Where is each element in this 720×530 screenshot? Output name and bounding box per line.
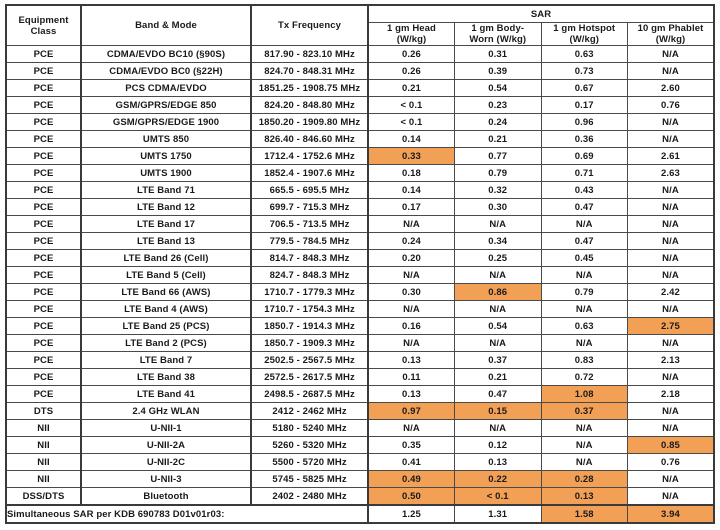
sar-phablet-value: N/A bbox=[628, 471, 715, 488]
sar-body-worn-value: N/A bbox=[455, 335, 542, 352]
sar-hotspot-value: 0.47 bbox=[541, 233, 628, 250]
band-mode-cell: CDMA/EVDO BC10 (§90S) bbox=[81, 46, 251, 63]
tx-frequency-cell: 826.40 - 846.60 MHz bbox=[251, 131, 368, 148]
band-mode-cell: UMTS 1750 bbox=[81, 148, 251, 165]
equipment-class-cell: PCE bbox=[6, 114, 81, 131]
sar-hotspot-value: 0.36 bbox=[541, 131, 628, 148]
sar-hotspot-value: 0.83 bbox=[541, 352, 628, 369]
sar-body-worn-value: 0.54 bbox=[455, 80, 542, 97]
band-mode-cell: U-NII-2A bbox=[81, 437, 251, 454]
sar-body-worn-value: 0.15 bbox=[455, 403, 542, 420]
table-row bbox=[6, 335, 714, 352]
band-mode-cell: GSM/GPRS/EDGE 1900 bbox=[81, 114, 251, 131]
table-row bbox=[6, 488, 714, 506]
sar-body-worn-value: N/A bbox=[455, 216, 542, 233]
sar-phablet-value: N/A bbox=[628, 216, 715, 233]
table-row bbox=[6, 454, 714, 471]
sar-phablet-value: N/A bbox=[628, 46, 715, 63]
sar-body-worn-value: 0.37 bbox=[455, 352, 542, 369]
table-row bbox=[6, 131, 714, 148]
tx-frequency-cell: 824.70 - 848.31 MHz bbox=[251, 63, 368, 80]
sar-head-value: 0.16 bbox=[368, 318, 455, 335]
table-row bbox=[6, 46, 714, 63]
sar-hotspot-value: 0.17 bbox=[541, 97, 628, 114]
equipment-class-cell: PCE bbox=[6, 148, 81, 165]
sar-head-value: 0.26 bbox=[368, 63, 455, 80]
sar-hotspot-value: 0.72 bbox=[541, 369, 628, 386]
table-row bbox=[6, 148, 714, 165]
sar-phablet-value: N/A bbox=[628, 301, 715, 318]
sar-phablet-value: N/A bbox=[628, 250, 715, 267]
sar-body-worn-value: 0.54 bbox=[455, 318, 542, 335]
sar-hotspot-value: 0.13 bbox=[541, 488, 628, 506]
tx-frequency-cell: 1712.4 - 1752.6 MHz bbox=[251, 148, 368, 165]
table-row bbox=[6, 199, 714, 216]
equipment-class-cell: NII bbox=[6, 454, 81, 471]
sar-head-value: 0.24 bbox=[368, 233, 455, 250]
sar-head-value: 0.13 bbox=[368, 386, 455, 403]
tx-frequency-cell: 817.90 - 823.10 MHz bbox=[251, 46, 368, 63]
table-row bbox=[6, 114, 714, 131]
sar-hotspot-value: N/A bbox=[541, 437, 628, 454]
sar-head-value: 0.49 bbox=[368, 471, 455, 488]
sar-hotspot-value: N/A bbox=[541, 301, 628, 318]
table-row bbox=[6, 233, 714, 250]
equipment-class-cell: PCE bbox=[6, 216, 81, 233]
sar-body-worn-value: 0.12 bbox=[455, 437, 542, 454]
column-header-sar-head bbox=[368, 23, 455, 46]
tx-frequency-cell: 779.5 - 784.5 MHz bbox=[251, 233, 368, 250]
equipment-class-cell: PCE bbox=[6, 369, 81, 386]
band-mode-cell: LTE Band 41 bbox=[81, 386, 251, 403]
table-row bbox=[6, 267, 714, 284]
tx-frequency-cell: 814.7 - 848.3 MHz bbox=[251, 250, 368, 267]
equipment-class-cell: PCE bbox=[6, 335, 81, 352]
band-mode-cell: LTE Band 66 (AWS) bbox=[81, 284, 251, 301]
sar-head-value: N/A bbox=[368, 420, 455, 437]
equipment-class-cell: PCE bbox=[6, 250, 81, 267]
equipment-class-cell: PCE bbox=[6, 46, 81, 63]
sar-head-value: 0.41 bbox=[368, 454, 455, 471]
sar-body-worn-value: N/A bbox=[455, 420, 542, 437]
sar-hotspot-value: 0.69 bbox=[541, 148, 628, 165]
band-mode-cell: CDMA/EVDO BC0 (§22H) bbox=[81, 63, 251, 80]
equipment-class-line1: Equipment bbox=[18, 14, 69, 26]
band-mode-cell: LTE Band 2 (PCS) bbox=[81, 335, 251, 352]
band-mode-cell: LTE Band 26 (Cell) bbox=[81, 250, 251, 267]
sar-phablet-value: N/A bbox=[628, 420, 715, 437]
tx-frequency-cell: 2498.5 - 2687.5 MHz bbox=[251, 386, 368, 403]
column-header-sar-body-worn bbox=[455, 23, 542, 46]
sar-hotspot-value: 1.08 bbox=[541, 386, 628, 403]
sar-head-value: 0.50 bbox=[368, 488, 455, 506]
sar-head-value: N/A bbox=[368, 335, 455, 352]
table-row bbox=[6, 182, 714, 199]
sar-hotspot-value: 0.28 bbox=[541, 471, 628, 488]
simultaneous-sar-hotspot-value: 1.58 bbox=[541, 505, 628, 523]
sar-phablet-line1: 10 gm Phablet bbox=[637, 23, 704, 34]
sar-hotspot-value: N/A bbox=[541, 267, 628, 284]
sar-hotspot-value: 0.73 bbox=[541, 63, 628, 80]
sar-hotspot-value: 0.43 bbox=[541, 182, 628, 199]
column-header-tx-frequency: Tx Frequency bbox=[251, 5, 368, 46]
table-row bbox=[6, 97, 714, 114]
band-mode-cell: GSM/GPRS/EDGE 850 bbox=[81, 97, 251, 114]
simultaneous-sar-phablet-value: 3.94 bbox=[628, 505, 715, 523]
equipment-class-cell: NII bbox=[6, 471, 81, 488]
tx-frequency-cell: 1710.7 - 1779.3 MHz bbox=[251, 284, 368, 301]
sar-hotspot-value: 0.47 bbox=[541, 199, 628, 216]
table-row bbox=[6, 318, 714, 335]
sar-hotspot-value: 0.37 bbox=[541, 403, 628, 420]
tx-frequency-cell: 2502.5 - 2567.5 MHz bbox=[251, 352, 368, 369]
band-mode-cell: U-NII-1 bbox=[81, 420, 251, 437]
table-row bbox=[6, 352, 714, 369]
band-mode-cell: LTE Band 13 bbox=[81, 233, 251, 250]
equipment-class-cell: PCE bbox=[6, 199, 81, 216]
tx-frequency-cell: 1851.25 - 1908.75 MHz bbox=[251, 80, 368, 97]
equipment-class-cell: NII bbox=[6, 420, 81, 437]
sar-head-value: 0.13 bbox=[368, 352, 455, 369]
sar-phablet-value: 2.13 bbox=[628, 352, 715, 369]
sar-hotspot-value: N/A bbox=[541, 335, 628, 352]
sar-phablet-value: N/A bbox=[628, 199, 715, 216]
equipment-class-line2: Class bbox=[30, 25, 57, 37]
column-header-equipment-class bbox=[6, 5, 81, 46]
sar-phablet-line2: (W/kg) bbox=[655, 34, 686, 45]
sar-hotspot-value: 0.67 bbox=[541, 80, 628, 97]
simultaneous-sar-head-value: 1.25 bbox=[368, 505, 455, 523]
band-mode-cell: Bluetooth bbox=[81, 488, 251, 506]
table-row bbox=[6, 216, 714, 233]
sar-body-worn-value: 0.86 bbox=[455, 284, 542, 301]
sar-hotspot-value: 0.45 bbox=[541, 250, 628, 267]
sar-phablet-value: 2.75 bbox=[628, 318, 715, 335]
sar-body-worn-value: 0.21 bbox=[455, 131, 542, 148]
sar-body-line2: Worn (W/kg) bbox=[469, 34, 527, 45]
tx-frequency-cell: 706.5 - 713.5 MHz bbox=[251, 216, 368, 233]
sar-hotspot-line2: (W/kg) bbox=[569, 34, 600, 45]
sar-hotspot-value: N/A bbox=[541, 420, 628, 437]
table-row bbox=[6, 369, 714, 386]
sar-phablet-value: 2.63 bbox=[628, 165, 715, 182]
sar-body-worn-value: 0.25 bbox=[455, 250, 542, 267]
sar-head-value: 0.33 bbox=[368, 148, 455, 165]
tx-frequency-cell: 2402 - 2480 MHz bbox=[251, 488, 368, 506]
equipment-class-cell: PCE bbox=[6, 165, 81, 182]
sar-body-worn-value: 0.32 bbox=[455, 182, 542, 199]
sar-phablet-value: 2.42 bbox=[628, 284, 715, 301]
sar-phablet-value: 2.60 bbox=[628, 80, 715, 97]
tx-frequency-cell: 5260 - 5320 MHz bbox=[251, 437, 368, 454]
table-footer bbox=[6, 505, 714, 523]
sar-body-worn-value: N/A bbox=[455, 267, 542, 284]
table-row bbox=[6, 301, 714, 318]
sar-hotspot-value: 0.63 bbox=[541, 318, 628, 335]
tx-frequency-cell: 1850.20 - 1909.80 MHz bbox=[251, 114, 368, 131]
band-mode-cell: 2.4 GHz WLAN bbox=[81, 403, 251, 420]
tx-frequency-cell: 5500 - 5720 MHz bbox=[251, 454, 368, 471]
sar-phablet-value: 0.76 bbox=[628, 97, 715, 114]
band-mode-cell: LTE Band 38 bbox=[81, 369, 251, 386]
sar-phablet-value: 2.61 bbox=[628, 148, 715, 165]
tx-frequency-cell: 5180 - 5240 MHz bbox=[251, 420, 368, 437]
table-row bbox=[6, 165, 714, 182]
band-mode-cell: LTE Band 5 (Cell) bbox=[81, 267, 251, 284]
sar-head-value: 0.20 bbox=[368, 250, 455, 267]
sar-phablet-value: N/A bbox=[628, 114, 715, 131]
sar-body-worn-value: 0.21 bbox=[455, 369, 542, 386]
column-header-sar-group: SAR bbox=[368, 5, 714, 23]
sar-head-value: 0.14 bbox=[368, 131, 455, 148]
sar-head-value: < 0.1 bbox=[368, 114, 455, 131]
column-header-sar-phablet bbox=[628, 23, 715, 46]
header-row-top bbox=[6, 5, 714, 23]
sar-head-value: 0.14 bbox=[368, 182, 455, 199]
sar-head-value: 0.26 bbox=[368, 46, 455, 63]
band-mode-cell: UMTS 1900 bbox=[81, 165, 251, 182]
sar-body-worn-value: 0.23 bbox=[455, 97, 542, 114]
table-header bbox=[6, 5, 714, 46]
sar-head-value: N/A bbox=[368, 301, 455, 318]
sar-body-worn-value: 0.79 bbox=[455, 165, 542, 182]
band-mode-cell: LTE Band 25 (PCS) bbox=[81, 318, 251, 335]
sar-hotspot-value: 0.63 bbox=[541, 46, 628, 63]
tx-frequency-cell: 2412 - 2462 MHz bbox=[251, 403, 368, 420]
table-row bbox=[6, 420, 714, 437]
sar-head-value: N/A bbox=[368, 267, 455, 284]
sar-hotspot-line1: 1 gm Hotspot bbox=[553, 23, 616, 34]
table-row bbox=[6, 80, 714, 97]
table-row bbox=[6, 471, 714, 488]
column-header-band-mode: Band & Mode bbox=[81, 5, 251, 46]
table-body bbox=[6, 46, 714, 506]
equipment-class-cell: DTS bbox=[6, 403, 81, 420]
sar-head-line2: (W/kg) bbox=[396, 34, 427, 45]
tx-frequency-cell: 1852.4 - 1907.6 MHz bbox=[251, 165, 368, 182]
sar-measurements-table bbox=[5, 4, 715, 524]
sar-body-worn-value: 0.34 bbox=[455, 233, 542, 250]
sar-body-worn-value: 0.39 bbox=[455, 63, 542, 80]
sar-hotspot-value: 0.96 bbox=[541, 114, 628, 131]
tx-frequency-cell: 1850.7 - 1914.3 MHz bbox=[251, 318, 368, 335]
equipment-class-cell: PCE bbox=[6, 352, 81, 369]
equipment-class-cell: PCE bbox=[6, 301, 81, 318]
equipment-class-cell: PCE bbox=[6, 63, 81, 80]
sar-head-value: 0.11 bbox=[368, 369, 455, 386]
sar-head-value: 0.97 bbox=[368, 403, 455, 420]
sar-head-value: 0.18 bbox=[368, 165, 455, 182]
band-mode-cell: LTE Band 4 (AWS) bbox=[81, 301, 251, 318]
sar-head-value: N/A bbox=[368, 216, 455, 233]
sar-body-worn-value: 0.30 bbox=[455, 199, 542, 216]
sar-phablet-value: 0.76 bbox=[628, 454, 715, 471]
sar-body-worn-value: < 0.1 bbox=[455, 488, 542, 506]
sar-phablet-value: N/A bbox=[628, 182, 715, 199]
sar-body-line1: 1 gm Body- bbox=[471, 23, 525, 34]
sar-body-worn-value: 0.31 bbox=[455, 46, 542, 63]
sar-head-value: 0.35 bbox=[368, 437, 455, 454]
table-row bbox=[6, 386, 714, 403]
band-mode-cell: LTE Band 7 bbox=[81, 352, 251, 369]
sar-phablet-value: N/A bbox=[628, 369, 715, 386]
band-mode-cell: UMTS 850 bbox=[81, 131, 251, 148]
sar-body-worn-value: 0.24 bbox=[455, 114, 542, 131]
sar-phablet-value: N/A bbox=[628, 63, 715, 80]
sar-phablet-value: N/A bbox=[628, 233, 715, 250]
tx-frequency-cell: 5745 - 5825 MHz bbox=[251, 471, 368, 488]
sar-hotspot-value: 0.79 bbox=[541, 284, 628, 301]
table-row bbox=[6, 437, 714, 454]
sar-phablet-value: N/A bbox=[628, 403, 715, 420]
band-mode-cell: LTE Band 17 bbox=[81, 216, 251, 233]
sar-phablet-value: 0.85 bbox=[628, 437, 715, 454]
sar-body-worn-value: 0.77 bbox=[455, 148, 542, 165]
table-row bbox=[6, 63, 714, 80]
table-row bbox=[6, 403, 714, 420]
tx-frequency-cell: 1710.7 - 1754.3 MHz bbox=[251, 301, 368, 318]
equipment-class-cell: PCE bbox=[6, 233, 81, 250]
tx-frequency-cell: 824.20 - 848.80 MHz bbox=[251, 97, 368, 114]
sar-hotspot-value: 0.71 bbox=[541, 165, 628, 182]
simultaneous-sar-label: Simultaneous SAR per KDB 690783 D01v01r03: bbox=[6, 505, 368, 523]
sar-phablet-value: N/A bbox=[628, 335, 715, 352]
table-row bbox=[6, 284, 714, 301]
sar-hotspot-value: N/A bbox=[541, 216, 628, 233]
sar-head-value: 0.17 bbox=[368, 199, 455, 216]
sar-phablet-value: N/A bbox=[628, 267, 715, 284]
sar-phablet-value: N/A bbox=[628, 131, 715, 148]
tx-frequency-cell: 1850.7 - 1909.3 MHz bbox=[251, 335, 368, 352]
equipment-class-cell: NII bbox=[6, 437, 81, 454]
band-mode-cell: U-NII-3 bbox=[81, 471, 251, 488]
sar-body-worn-value: 0.13 bbox=[455, 454, 542, 471]
equipment-class-cell: PCE bbox=[6, 80, 81, 97]
equipment-class-cell: PCE bbox=[6, 131, 81, 148]
equipment-class-cell: PCE bbox=[6, 97, 81, 114]
sar-head-value: 0.30 bbox=[368, 284, 455, 301]
band-mode-cell: LTE Band 71 bbox=[81, 182, 251, 199]
equipment-class-cell: PCE bbox=[6, 284, 81, 301]
sar-body-worn-value: 0.22 bbox=[455, 471, 542, 488]
tx-frequency-cell: 699.7 - 715.3 MHz bbox=[251, 199, 368, 216]
band-mode-cell: U-NII-2C bbox=[81, 454, 251, 471]
band-mode-cell: LTE Band 12 bbox=[81, 199, 251, 216]
equipment-class-cell: PCE bbox=[6, 318, 81, 335]
sar-hotspot-value: N/A bbox=[541, 454, 628, 471]
column-header-sar-hotspot bbox=[541, 23, 628, 46]
sar-body-worn-value: N/A bbox=[455, 301, 542, 318]
tx-frequency-cell: 665.5 - 695.5 MHz bbox=[251, 182, 368, 199]
sar-phablet-value: N/A bbox=[628, 488, 715, 506]
band-mode-cell: PCS CDMA/EVDO bbox=[81, 80, 251, 97]
sar-body-worn-value: 0.47 bbox=[455, 386, 542, 403]
sar-phablet-value: 2.18 bbox=[628, 386, 715, 403]
equipment-class-cell: PCE bbox=[6, 386, 81, 403]
table-row bbox=[6, 250, 714, 267]
tx-frequency-cell: 824.7 - 848.3 MHz bbox=[251, 267, 368, 284]
simultaneous-sar-row bbox=[6, 505, 714, 523]
tx-frequency-cell: 2572.5 - 2617.5 MHz bbox=[251, 369, 368, 386]
equipment-class-cell: PCE bbox=[6, 182, 81, 199]
sar-head-value: 0.21 bbox=[368, 80, 455, 97]
simultaneous-sar-body-value: 1.31 bbox=[455, 505, 542, 523]
sar-head-value: < 0.1 bbox=[368, 97, 455, 114]
equipment-class-cell: PCE bbox=[6, 267, 81, 284]
sar-head-line1: 1 gm Head bbox=[387, 23, 436, 34]
equipment-class-cell: DSS/DTS bbox=[6, 488, 81, 506]
